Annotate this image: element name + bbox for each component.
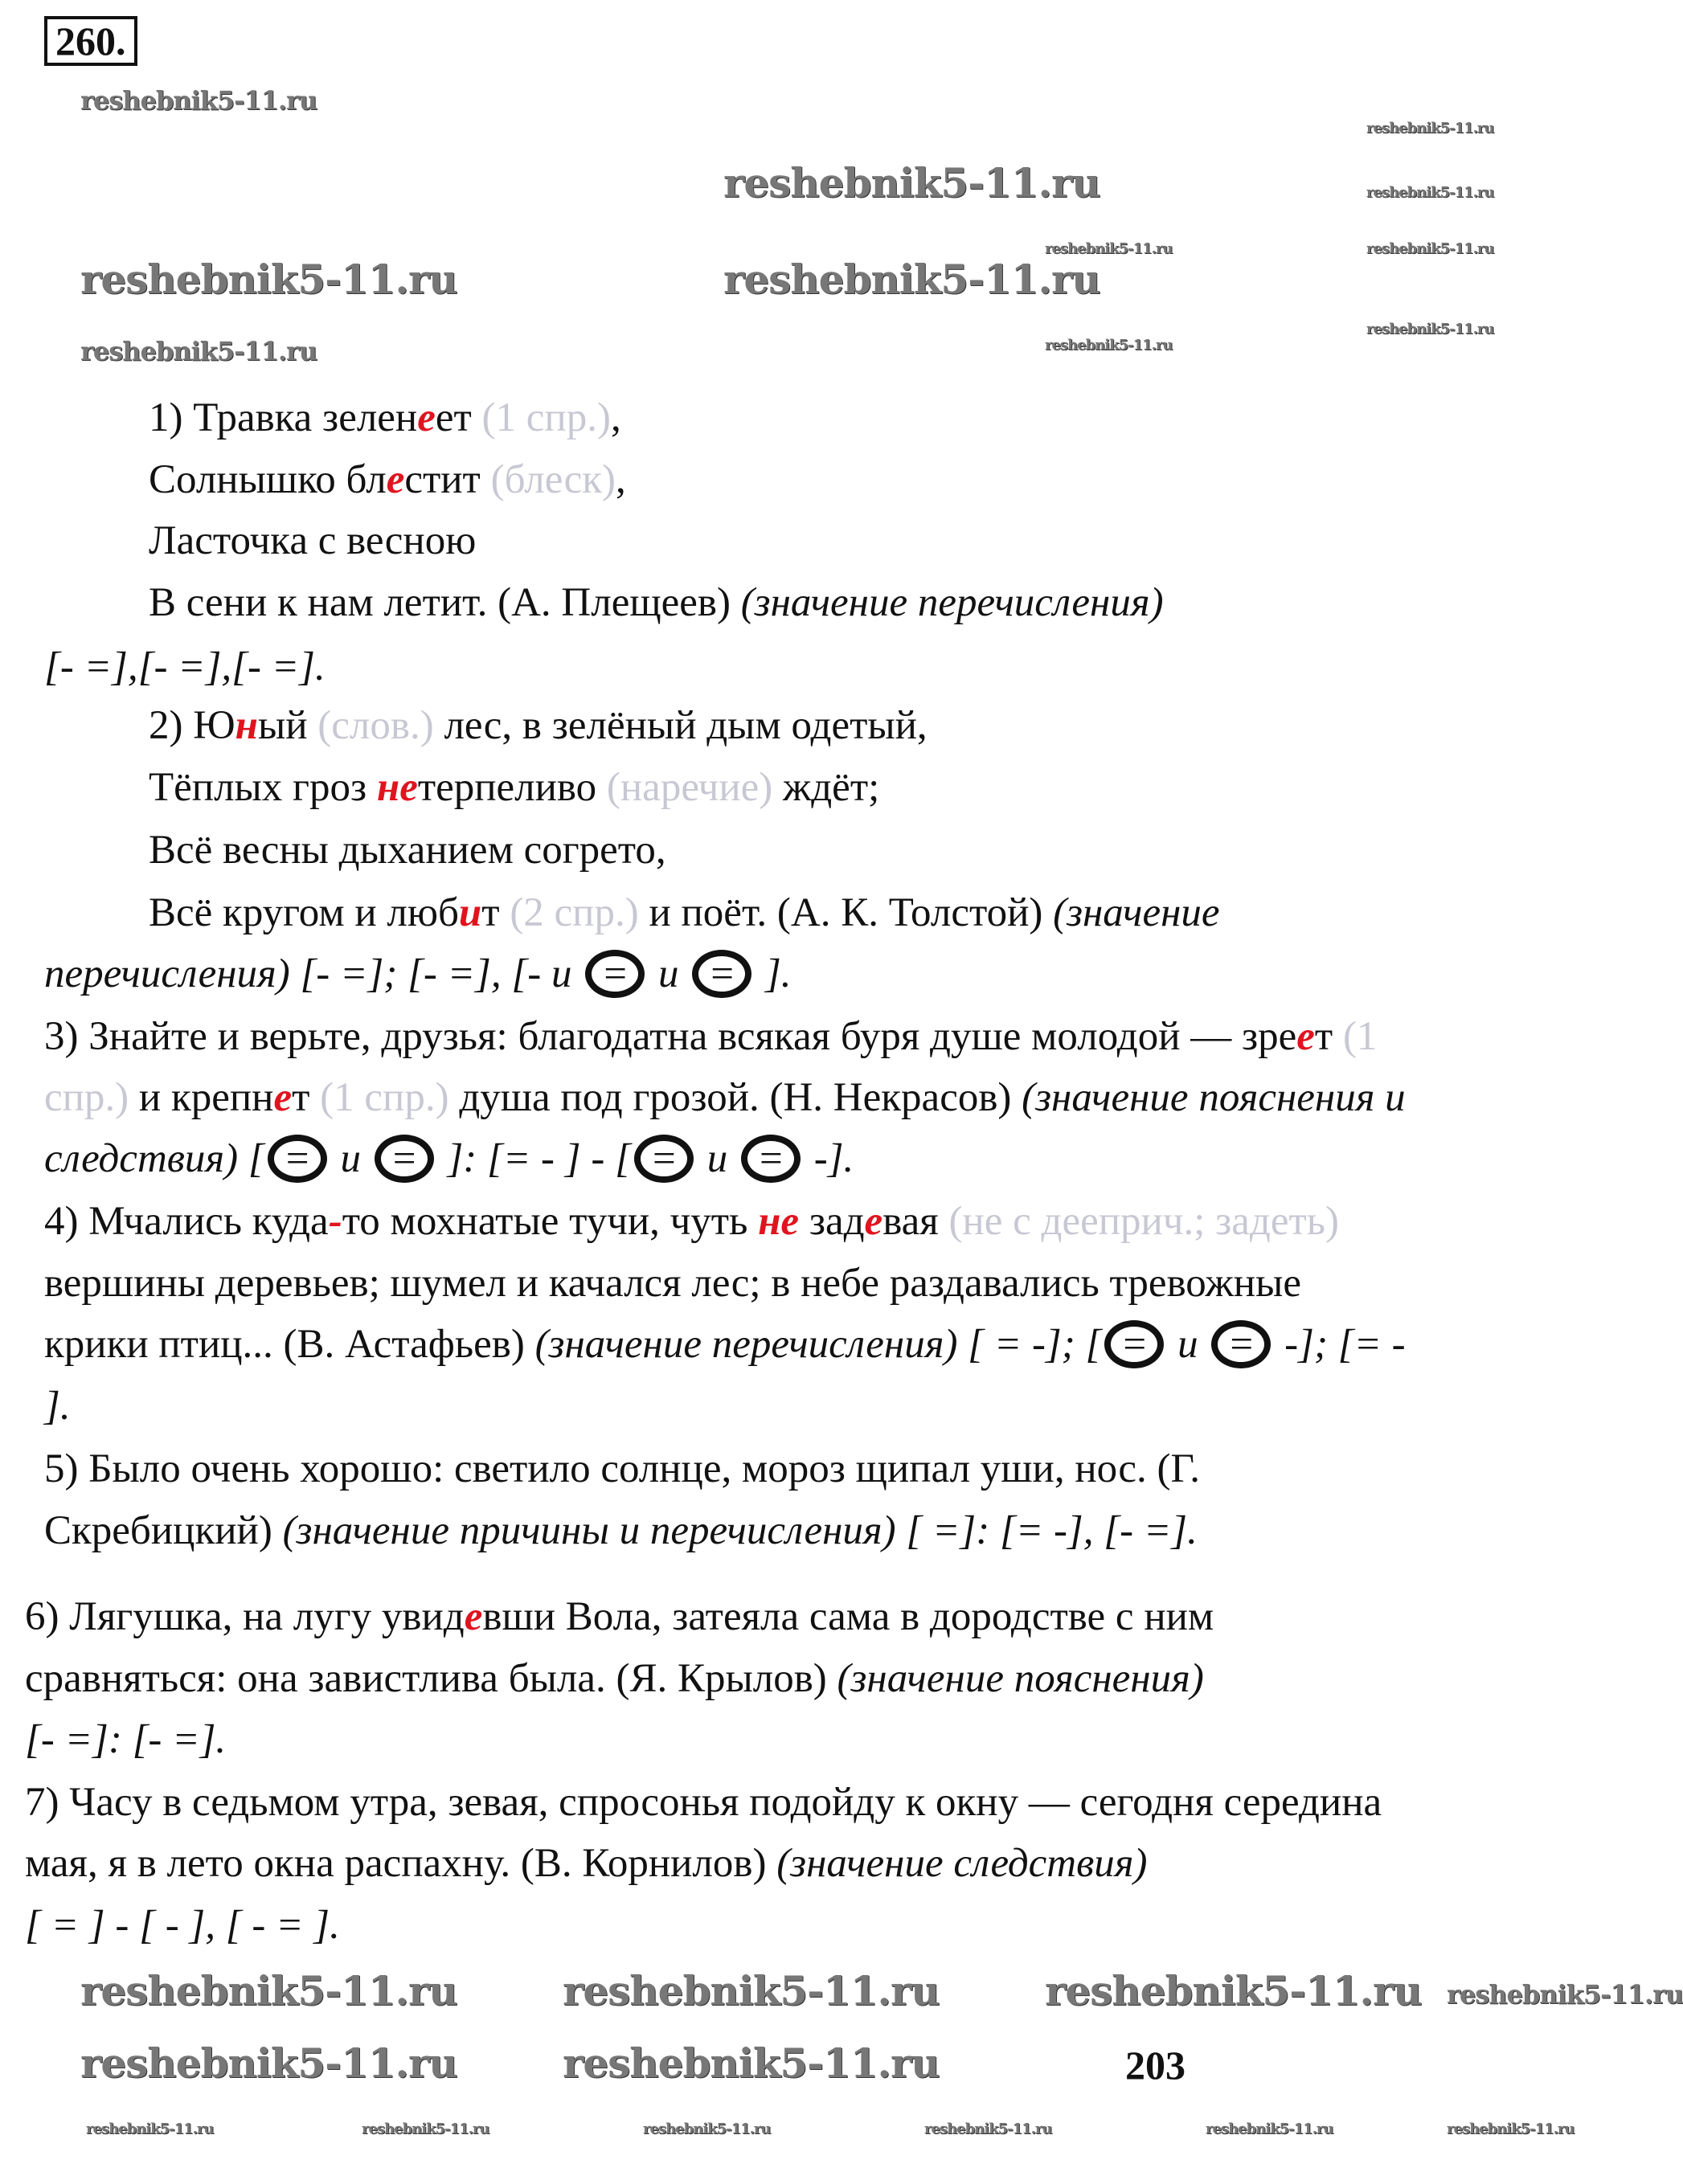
text-line — [44, 1320, 1406, 1368]
grammar-note: (не с дееприч.; задеть) — [948, 1199, 1340, 1244]
text-line — [25, 1901, 340, 1949]
text-line — [44, 1507, 1198, 1555]
text-segment: ый — [257, 703, 318, 748]
highlighted-letter: е — [417, 395, 436, 440]
scheme-annotation: ]. — [44, 1384, 71, 1429]
text-segment: В сени к нам летит. (А. Плещеев) — [149, 580, 741, 625]
text-segment: и поёт. (А. К. Толстой) — [638, 890, 1054, 935]
watermark-text: reshebnik5-11.ru — [362, 2121, 489, 2137]
text-segment: зад — [799, 1199, 865, 1244]
text-segment: ет — [435, 395, 482, 440]
text-segment: вершины деревьев; шумел и качался лес; в небе раздавались тревожные — [44, 1261, 1301, 1306]
watermark-text: reshebnik5-11.ru — [1366, 240, 1494, 257]
scheme-annotation: и — [696, 1136, 738, 1181]
scheme-annotation: -]; [= - — [1274, 1322, 1406, 1367]
text-line — [149, 826, 666, 874]
scheme-annotation: [- =],[- =],[- =]. — [44, 644, 326, 689]
text-line — [44, 1382, 71, 1430]
text-line — [44, 1259, 1301, 1307]
text-segment: ждёт; — [772, 765, 880, 810]
text-segment: вая — [882, 1199, 949, 1244]
text-line — [44, 643, 326, 691]
text-line — [25, 1593, 1214, 1641]
grammar-note: (блеск) — [490, 457, 616, 502]
watermark-text: reshebnik5-11.ru — [1045, 240, 1173, 257]
text-segment: 4) Мчались куда — [44, 1199, 329, 1244]
circled-predicate-icon: = — [268, 1135, 327, 1183]
text-line — [44, 1445, 1200, 1493]
highlighted-letter: н — [235, 703, 258, 748]
text-segment: 7) Часу в седьмом утра, зевая, спросонья подойду к окну — сегодня середина — [25, 1780, 1382, 1825]
highlighted-letter: е — [864, 1199, 883, 1244]
watermark-text: reshebnik5-11.ru — [80, 1967, 457, 2014]
text-segment: стит — [404, 457, 491, 502]
scheme-annotation: ]: [= - ] - [ — [436, 1136, 631, 1181]
text-segment: 6) Лягушка, на лугу увид — [25, 1594, 465, 1639]
grammar-note: (2 спр.) — [510, 890, 639, 935]
text-line — [149, 763, 879, 812]
watermark-text: reshebnik5-11.ru — [1206, 2121, 1333, 2137]
text-segment: Скребицкий) — [44, 1508, 283, 1553]
exercise-number: 260. — [44, 16, 137, 66]
text-line — [149, 394, 621, 442]
grammar-note: (1 спр.) — [320, 1075, 449, 1120]
scheme-annotation: [ = ] - [ - ], [ - = ]. — [25, 1903, 340, 1948]
text-line — [149, 456, 626, 504]
scheme-annotation: и — [1167, 1322, 1209, 1367]
watermark-text: reshebnik5-11.ru — [80, 2039, 457, 2087]
highlighted-letter: - — [328, 1199, 342, 1244]
text-segment: , — [610, 395, 621, 440]
scheme-annotation: -]. — [803, 1136, 854, 1181]
text-line — [149, 579, 1164, 627]
text-segment: Всё весны дыханием согрето, — [149, 828, 666, 873]
watermark-text: reshebnik5-11.ru — [80, 256, 457, 303]
circled-predicate-icon: = — [1104, 1320, 1164, 1368]
watermark-text: reshebnik5-11.ru — [723, 159, 1100, 207]
circled-predicate-icon: = — [585, 950, 645, 998]
text-segment: Тёплых гроз — [149, 765, 377, 810]
text-segment: 1) Травка зелен — [149, 395, 418, 440]
highlighted-letter: е — [273, 1075, 293, 1120]
circled-predicate-icon: = — [634, 1135, 694, 1183]
scheme-annotation: перечисления) [- =]; [- =], [- и — [44, 951, 583, 996]
grammar-note: (1 спр.) — [481, 395, 611, 440]
scheme-annotation: (значение пояснения) — [837, 1656, 1204, 1701]
text-line — [25, 1778, 1382, 1826]
text-segment: 5) Было очень хорошо: светило солнце, мороз щипал уши, нос. (Г. — [44, 1446, 1201, 1491]
text-segment: крики птиц... (В. Астафьев) — [44, 1322, 535, 1367]
text-line — [149, 701, 927, 750]
text-line — [44, 1074, 1406, 1122]
text-segment: лес, в зелёный дым одетый, — [433, 703, 927, 748]
text-segment: Солнышко бл — [149, 457, 387, 502]
scheme-annotation: ]. — [755, 951, 792, 996]
watermark-text: reshebnik5-11.ru — [86, 2121, 214, 2137]
scheme-annotation: (значение причины и перечисления) [ =]: [= -], [- =]. — [282, 1508, 1198, 1553]
text-segment: , — [616, 457, 626, 502]
page-number: 203 — [1125, 2043, 1185, 2088]
scheme-annotation: следствия) [ — [44, 1136, 264, 1181]
watermark-text: reshebnik5-11.ru — [563, 2039, 940, 2087]
grammar-note: спр.) — [44, 1075, 129, 1120]
text-segment: т — [292, 1075, 321, 1120]
text-segment: т — [1314, 1014, 1343, 1059]
highlighted-letter: е — [386, 457, 405, 502]
watermark-text: reshebnik5-11.ru — [80, 85, 317, 116]
watermark-text: reshebnik5-11.ru — [1366, 184, 1494, 201]
text-line — [25, 1839, 1147, 1887]
text-segment: то мохнатые тучи, чуть — [342, 1199, 759, 1244]
text-segment: терпеливо — [417, 765, 607, 810]
circled-predicate-icon: = — [1211, 1320, 1271, 1368]
scheme-annotation: и — [330, 1136, 371, 1181]
text-segment: 3) Знайте и верьте, друзья: благодатна всякая буря душе молодой — зре — [44, 1014, 1297, 1059]
scheme-annotation: и — [648, 951, 690, 996]
scheme-annotation: [- =]: [- =]. — [25, 1717, 227, 1762]
text-line — [44, 1197, 1339, 1245]
grammar-note: (слов.) — [317, 703, 434, 748]
text-segment: и крепн — [129, 1075, 274, 1120]
highlighted-letter: е — [1296, 1014, 1315, 1059]
scheme-annotation: (значение — [1053, 890, 1220, 935]
watermark-text: reshebnik5-11.ru — [1447, 1979, 1683, 2010]
highlighted-letter: не — [758, 1199, 800, 1244]
text-line — [149, 889, 1220, 937]
text-segment: мая, я в лето окна распахну. (В. Корнилов) — [25, 1841, 777, 1886]
watermark-text: reshebnik5-11.ru — [643, 2121, 771, 2137]
scheme-annotation: (значение следствия) — [776, 1841, 1148, 1886]
text-line — [44, 1012, 1377, 1061]
text-segment: Всё кругом и люб — [149, 890, 459, 935]
text-segment: Ласточка с весною — [149, 518, 477, 563]
scheme-annotation: (значение пояснения и — [1022, 1075, 1406, 1120]
text-line — [149, 517, 476, 565]
text-segment: душа под грозой. (Н. Некрасов) — [448, 1075, 1022, 1120]
circled-predicate-icon: = — [692, 950, 751, 998]
text-segment: вши Вола, затеяла сама в дородстве с ним — [482, 1594, 1214, 1639]
text-line — [25, 1716, 226, 1764]
circled-predicate-icon: = — [741, 1135, 801, 1183]
highlighted-letter: не — [376, 765, 418, 810]
text-segment: 2) Ю — [149, 703, 235, 748]
watermark-text: reshebnik5-11.ru — [924, 2121, 1052, 2137]
watermark-text: reshebnik5-11.ru — [1366, 321, 1494, 337]
text-line — [44, 1135, 854, 1183]
text-segment: т — [481, 890, 510, 935]
watermark-text: reshebnik5-11.ru — [80, 336, 317, 366]
text-line — [44, 950, 792, 998]
watermark-text: reshebnik5-11.ru — [1045, 1967, 1422, 2014]
watermark-text: reshebnik5-11.ru — [1366, 120, 1494, 137]
scheme-annotation: (значение перечисления) — [740, 580, 1164, 625]
text-line — [25, 1654, 1204, 1703]
watermark-text: reshebnik5-11.ru — [1447, 2121, 1574, 2137]
text-segment: сравняться: она завистлива была. (Я. Крылов) — [25, 1656, 837, 1701]
watermark-text: reshebnik5-11.ru — [563, 1967, 940, 2014]
grammar-note: (1 — [1342, 1014, 1378, 1059]
circled-predicate-icon: = — [375, 1135, 434, 1183]
highlighted-letter: и — [458, 890, 482, 935]
highlighted-letter: е — [464, 1594, 483, 1639]
watermark-text: reshebnik5-11.ru — [723, 256, 1100, 303]
scheme-annotation: (значение перечисления) [ = -]; [ — [534, 1322, 1102, 1367]
grammar-note: (наречие) — [606, 765, 773, 810]
watermark-text: reshebnik5-11.ru — [1045, 337, 1173, 354]
